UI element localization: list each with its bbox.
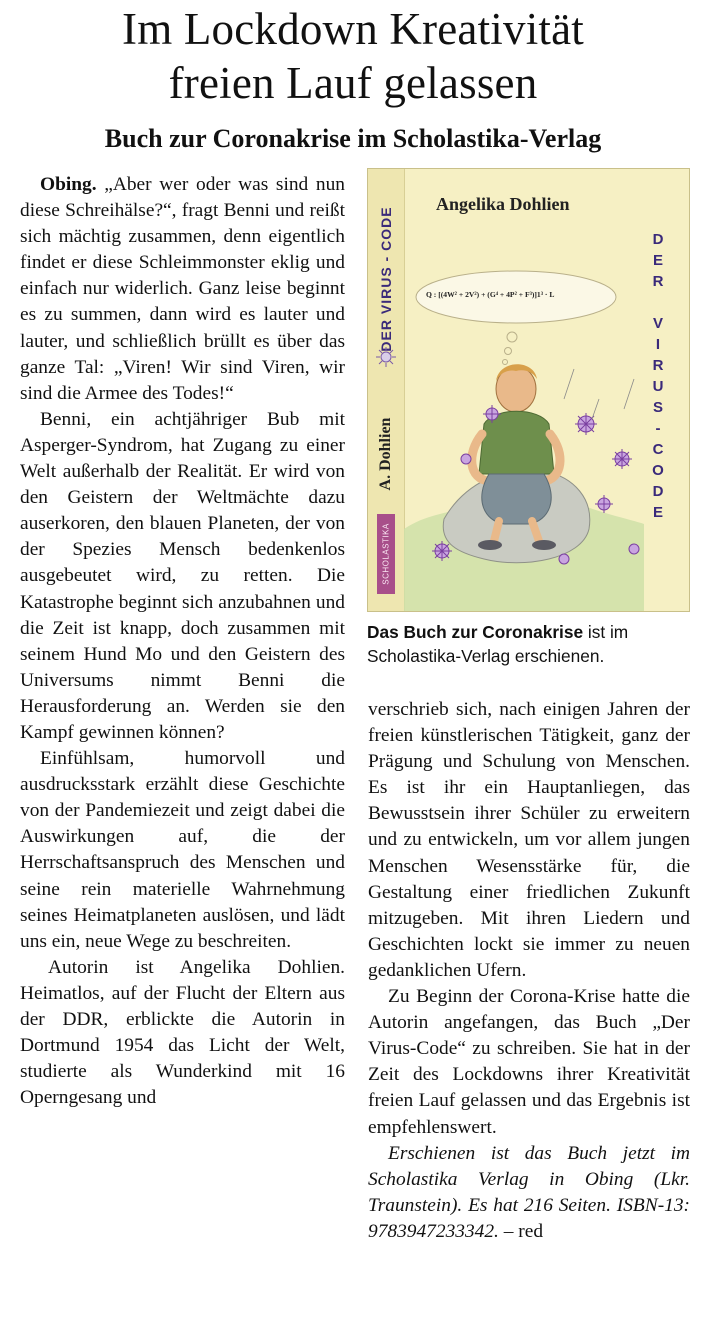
headline	[0, 2, 706, 110]
author-signature: – red	[503, 1220, 544, 1242]
cover-title-letter: R	[652, 273, 664, 290]
book-spine	[368, 169, 405, 611]
book-cover	[367, 168, 690, 612]
paragraph-4-continued: verschrieb sich, nach einigen Jahren der freien künstlerischen Tätigkeit, ganz der Prägung und Schulung von Menschen. Es ist ihr ein Hauptanliegen, das Bewusstsein ihrer Schüler zu erweitern und zu entwickeln, um vor allem jungen Menschen Wesensstärke für, die Gestaltung einer friedlichen Zukunft mitzugeben. Mit ihren Liedern und Geschichten lockt sie immer zu neuen gedanklichen Ufern.	[368, 699, 690, 981]
credit-text: Erschienen ist das Buch jetzt im Scholastika Verlag in Obing (Lkr. Traunstein). Es hat 216 Seiten. ISBN-13: 9783947233342.	[368, 1142, 690, 1242]
cover-title-letter: O	[652, 462, 664, 479]
paragraph-1	[20, 172, 345, 407]
cover-title-letter: E	[652, 252, 663, 269]
cover-title-letter: D	[652, 231, 664, 248]
article-column-left	[20, 172, 345, 1111]
boy-legs	[482, 474, 551, 524]
caption-bold: Das Buch zur Coronakrise	[367, 622, 584, 642]
cover-title-letter: I	[655, 336, 661, 353]
cover-author: Angelika Dohlien	[436, 194, 570, 214]
article-column-right	[368, 697, 690, 1245]
cover-illustration	[404, 259, 644, 611]
cover-title-letter: S	[652, 399, 663, 416]
spine-title: DER VIRUS - CODE	[378, 206, 394, 352]
cover-title-letter: D	[652, 483, 664, 500]
cover-title-letter: V	[652, 315, 663, 332]
cover-title-letter: C	[652, 441, 664, 458]
publisher-name: SCHOLASTIKA	[381, 523, 391, 585]
cover-title-letter: R	[652, 357, 664, 374]
cover-formula: Q : [(4W² + 2V²) + (G⁴ + 4P² + F³)]1³ · L	[426, 290, 555, 299]
cover-title-vertical	[650, 229, 666, 523]
paragraph-3: Einfühlsam, humorvoll und ausdrucksstark erzählt diese Geschichte von der Pandemiezeit und zeigt dabei die Auswirkungen auf, die der Herrschaftsanspruch des Menschen und seine rein materielle Wahrnehmung seines Heimatplaneten auslösen, und lädt uns ein, neue Wege zu beschreiten.	[20, 748, 345, 952]
spine-virus-icon	[376, 347, 396, 367]
paragraph-5: Zu Beginn der Corona-Krise hatte die Autorin angefangen, das Buch „Der Virus-Code“ zu schreiben. Sie hat in der Zeit des Lockdowns ihrer Kreativität freien Lauf gelassen und das Ergebnis ist empfehlenswert.	[368, 986, 690, 1138]
headline-line-1: Im Lockdown Kreativität	[122, 4, 584, 54]
dateline: Obing.	[40, 174, 97, 195]
image-caption	[367, 620, 693, 668]
headline-line-2: freien Lauf gelassen	[168, 58, 538, 108]
spine-author: A. Dohlien	[377, 417, 394, 491]
paragraph-2: Benni, ein achtjähriger Bub mit Asperger-Syndrom, hat Zugang zu einer Welt außerhalb der Realität. Er wird von den Geistern der Weltmächte dazu auserkoren, den blauen Planeten, der von der Spezies Mensch bedenkenlos ausgebeutet wird, zu retten. Die Katastrophe beginnt sich anzubahnen und die Zeit ist knapp, doch zusammen mit seinem Hund Mo und den Geistern des Universums nimmt Benni die Herausforderung an. Werden sie den Kampf gewinnen können?	[20, 408, 345, 743]
caption-rest: ist im Scholastika-Verlag erschienen.	[367, 622, 629, 666]
cover-title-letter: -	[655, 420, 661, 437]
cover-title-letter: E	[652, 504, 663, 521]
paragraph-1-text: „Aber wer oder was sind nun diese Schreihälse?“, fragt Benni und reißt sich mächtig zusammen, denn eigentlich findet er diese Schleimmonster eklig und einfach nur widerlich. Ganz leise beginnt es zu summen, dann wird es lauter und lauter, und schließlich brüllt es über das ganze Tal: „Viren! Wir sind Viren, wir sind die Armee des Todes!“	[20, 174, 345, 404]
cover-title-gap	[650, 292, 666, 313]
cover-title-letter: U	[652, 378, 664, 395]
subheadline: Buch zur Coronakrise im Scholastika-Verlag	[104, 124, 602, 153]
boy-shirt	[479, 411, 554, 474]
publisher-band	[377, 514, 395, 594]
publication-credit	[368, 1141, 690, 1245]
paragraph-4-start: Autorin ist Angelika Dohlien. Heimatlos, auf der Flucht der Eltern aus der DDR, erblickte die Autorin in Dortmund 1954 das Licht der Welt, studierte als Wunderkind mit 16 Operngesang und	[20, 956, 345, 1109]
